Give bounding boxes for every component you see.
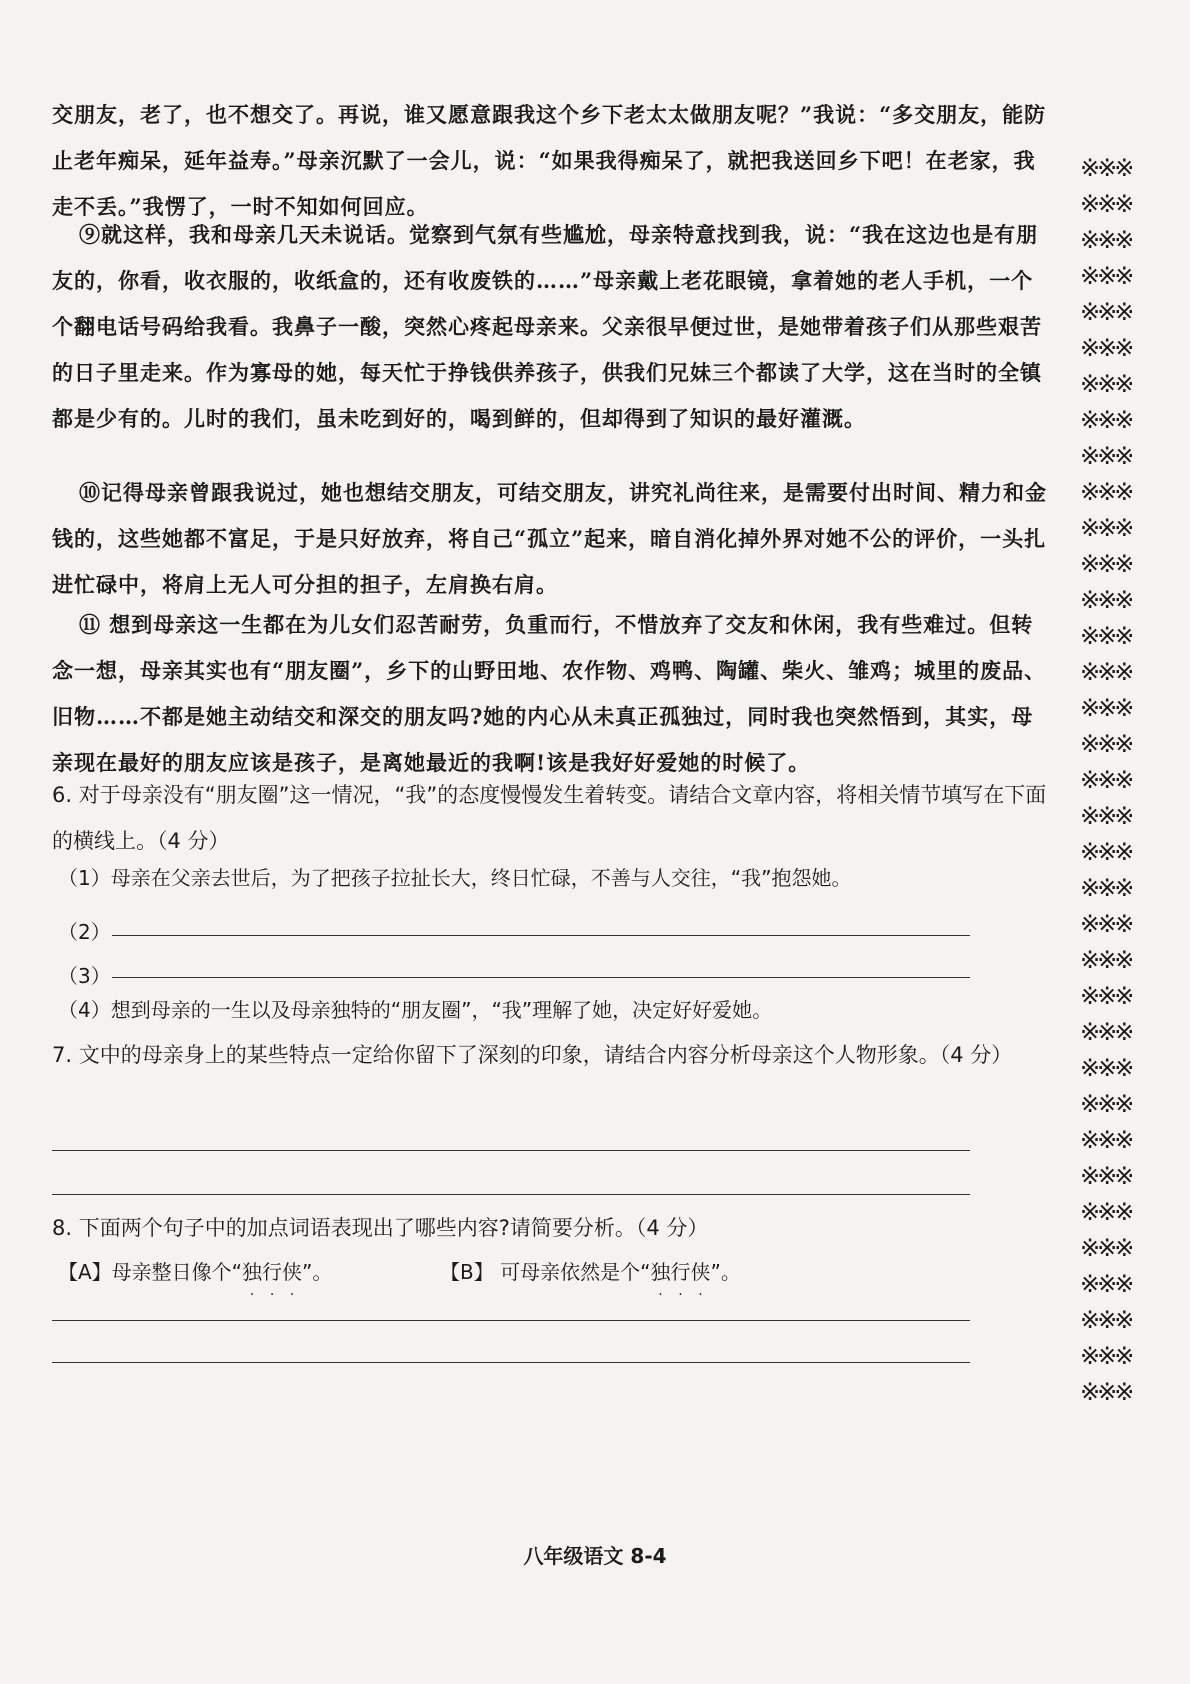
question-6-item-3-label: （3） [58,964,111,988]
question-6-answer-line-3[interactable] [112,977,970,978]
sentence-b-prefix: 【B】 可母亲依然是个“ [440,1260,651,1284]
passage-paragraph-continued: 交朋友，老了，也不想交了。再说，谁又愿意跟我这个乡下老太太做朋友呢？”我说：“多交朋友，能防止老年痴呆，延年益寿。”母亲沉默了一会儿，说：“如果我得痴呆了，就把我送回乡下吧！在老家，我走不丢。”我愣了，一时不知如何回应。 [52,102,1047,219]
page-footer: 八年级语文 8-4 [523,1544,667,1568]
emphasized-char: 独 · [242,1260,263,1303]
question-6-item-4: （4）想到母亲的一生以及母亲独特的“朋友圈”，“我”理解了她，决定好好爱她。 [58,998,773,1022]
question-6-item-2-label: （2） [58,920,111,944]
question-6: 6. 对于母亲没有“朋友圈”这一情况，“我”的态度慢慢发生着转变。请结合文章内容，将相关情节填写在下面的横线上。（4 分） [52,783,1047,853]
question-8-answer-line-1[interactable] [52,1320,970,1321]
passage-paragraph-9: ⑨就这样，我和母亲几天未说话。觉察到气氛有些尴尬，母亲特意找到我，说：“我在这边也是有朋友的，你看，收衣服的，收纸盒的，还有收废铁的……”母亲戴上老花眼镜，拿着她的老人手机，一个个翻电话号码给我看。我鼻子一酸，突然心疼起母亲来。父亲很早便过世，是她带着孩子们从那些艰苦的日子里走来。作为寡母的她，每天忙于挣钱供养孩子，供我们兄妹三个都读了大学，这在当时的全镇都是少有的。儿时的我们，虽未吃到好的，喝到鲜的，但却得到了知识的最好灌溉。 [52,222,1042,431]
question-7: 7. 文中的母亲身上的某些特点一定给你留下了深刻的印象，请结合内容分析母亲这个人物形象。（4 分） [52,1043,1013,1067]
emphasized-char: 行 · [262,1260,283,1303]
emphasized-char: 侠 · [690,1260,711,1303]
question-7-answer-line-1[interactable] [52,1150,970,1151]
question-8-sentence-b [440,1252,940,1303]
question-7-answer-line-2[interactable] [52,1194,970,1195]
sentence-a-suffix: ”。 [302,1260,333,1284]
emphasized-char: 独 · [650,1260,671,1303]
question-8-sentence-a [58,1252,458,1303]
question-6-item-1: （1）母亲在父亲去世后，为了把孩子拉扯长大，终日忙碌，不善与人交往，“我”抱怨她。 [58,866,852,890]
passage-paragraph-11: ⑪ 想到母亲这一生都在为儿女们忍苦耐劳，负重而行，不惜放弃了交友和休闲，我有些难过。但转念一想，母亲其实也有“朋友圈”，乡下的山野田地、农作物、鸡鸭、陶罐、柴火、雏鸡；城里的废品、旧物……不都是她主动结交和深交的朋友吗?她的内心从未真正孤独过，同时我也突然悟到，其实，母亲现在最好的朋友应该是孩子，是离她最近的我啊!该是我好好爱她的时候了。 [52,612,1047,775]
sentence-a-prefix: 【A】母亲整日像个“ [58,1260,243,1284]
emphasized-char: 行 · [670,1260,691,1303]
passage-paragraph-10: ⑩记得母亲曾跟我说过，她也想结交朋友，可结交朋友，讲究礼尚往来，是需要付出时间、精力和金钱的，这些她都不富足，于是只好放弃，将自己“孤立”起来，暗自消化掉外界对她不公的评价，一头扎进忙碌中，将肩上无人可分担的担子，左肩换右肩。 [52,480,1047,597]
emphasized-char: 侠 · [282,1260,303,1303]
question-6-answer-line-2[interactable] [112,935,970,936]
sentence-b-suffix: ”。 [710,1260,741,1284]
question-8: 8. 下面两个句子中的加点词语表现出了哪些内容?请简要分析。（4 分） [52,1216,709,1240]
question-8-answer-line-2[interactable] [52,1362,970,1363]
binding-margin-pattern: ※※※ ※※※ ※※※ ※※※ ※※※ ※※※ ※※※ ※※※ ※※※ ※※※ ※※※ ※※※ ※※※ ※※※ ※※※ ※※※ ※※※ ※※※ ※※※ ※※※ ※※※ ※※※ ※※※ ※※※ ※※※ ※※※ ※※※ ※※※ ※※※ ※※※ ※※※ ※※※ ※※※ ※※※ ※※※ [1080,154,1132,1406]
